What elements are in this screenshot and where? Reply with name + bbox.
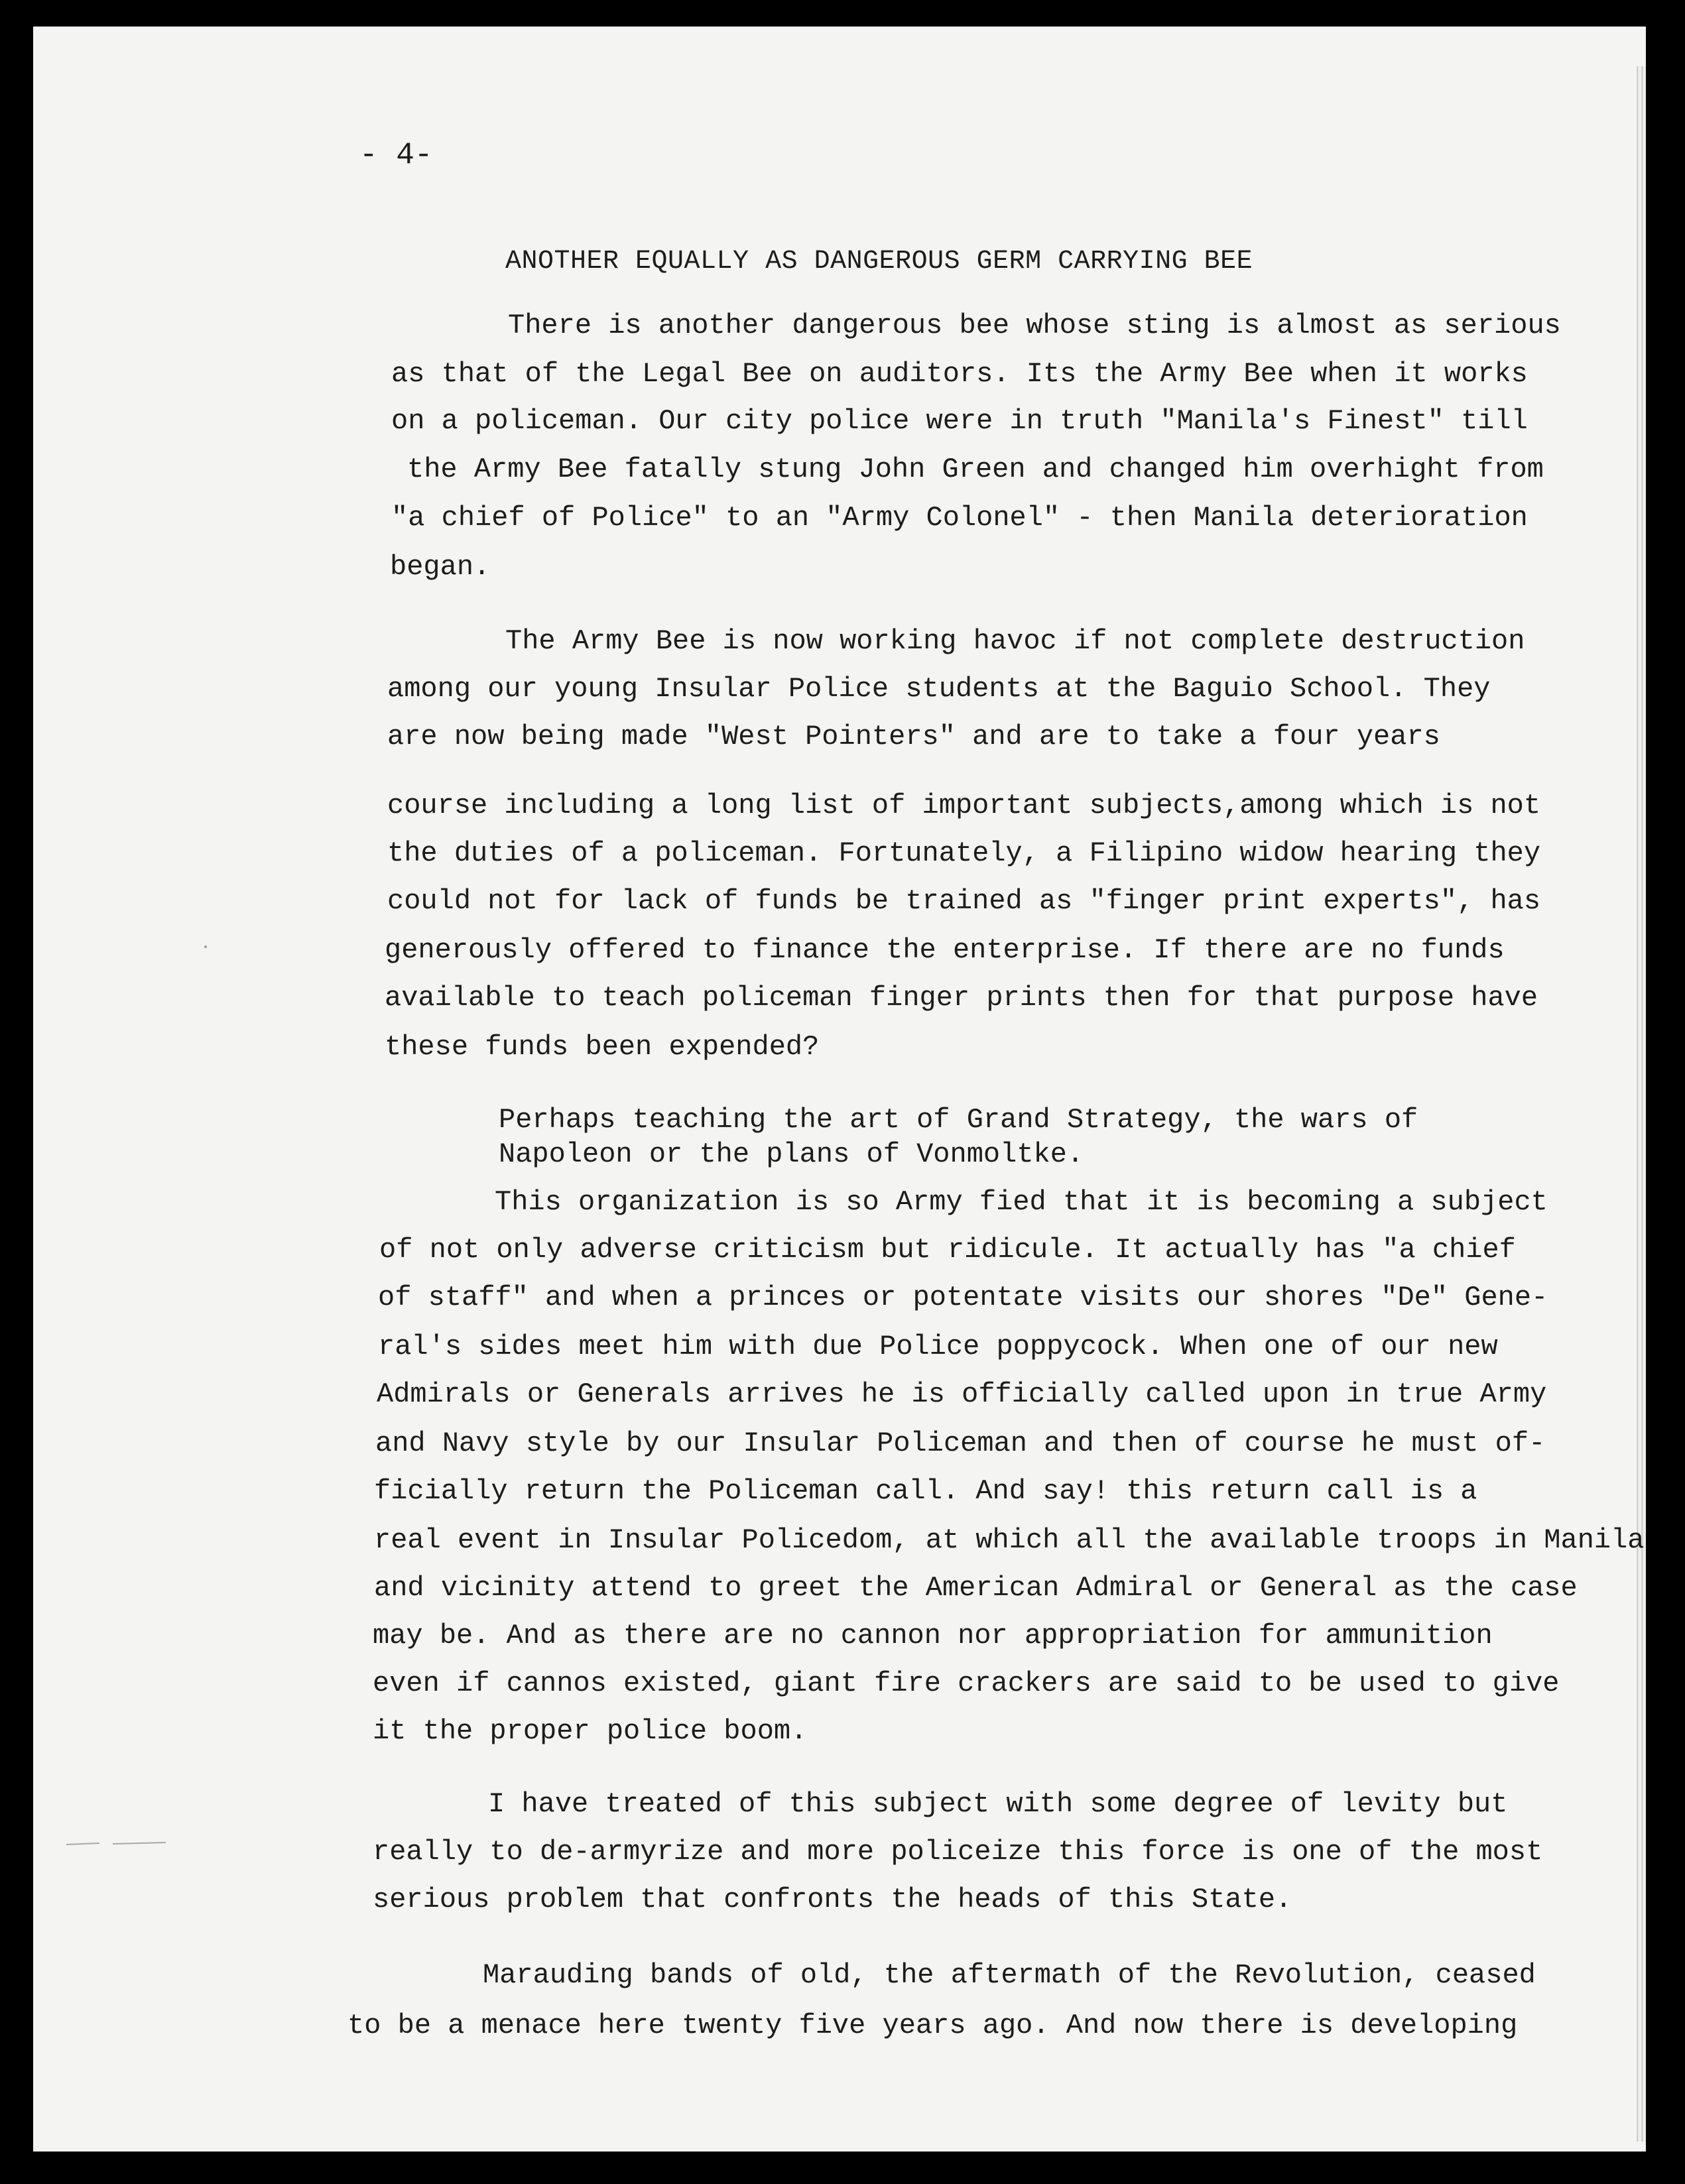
text-line: as that of the Legal Bee on auditors. Its the Army Bee when it works bbox=[391, 358, 1528, 390]
text-line: the duties of a policeman. Fortunately, a Filipino widow hearing they bbox=[387, 837, 1541, 869]
text-line: even if cannos existed, giant fire crackers are said to be used to give bbox=[373, 1668, 1560, 1699]
text-line: Admirals or Generals arrives he is officially called upon in true Army bbox=[377, 1378, 1547, 1410]
text-line: The Army Bee is now working havoc if not complete destruction bbox=[505, 625, 1525, 657]
text-line: of not only adverse criticism but ridicule. It actually has "a chief bbox=[379, 1234, 1516, 1266]
text-line: on a policeman. Our city police were in truth "Manila's Finest" till bbox=[391, 405, 1528, 437]
text-line: and Navy style by our Insular Policeman and then of course he must of- bbox=[375, 1427, 1546, 1459]
stacked-page-edges bbox=[1633, 66, 1646, 2142]
text-line: these funds been expended? bbox=[385, 1031, 820, 1063]
text-line: really to de-armyrize and more policeize this force is one of the most bbox=[373, 1836, 1543, 1868]
text-line: I have treated of this subject with some degree of levity but bbox=[488, 1788, 1508, 1820]
text-line: real event in Insular Policedom, at which all the available troops in Manila bbox=[374, 1524, 1645, 1556]
indented-quote-line: Perhaps teaching the art of Grand Strategy, the wars of bbox=[499, 1104, 1418, 1136]
text-line: ral's sides meet him with due Police poppycock. When one of our new bbox=[378, 1331, 1498, 1363]
text-line: generously offered to finance the enterprise. If there are no funds bbox=[385, 934, 1505, 966]
page-number: - 4- bbox=[359, 138, 433, 172]
text-line: There is another dangerous bee whose sting is almost as serious bbox=[508, 310, 1561, 341]
text-line: serious problem that confronts the heads of this State. bbox=[373, 1884, 1292, 1915]
text-line: "a chief of Police" to an "Army Colonel" - then Manila deterioration bbox=[391, 502, 1528, 534]
text-line: This organization is so Army fied that it is becoming a subject bbox=[495, 1186, 1548, 1218]
scan-speck bbox=[199, 940, 239, 953]
text-line: course including a long list of important subjects,among which is not bbox=[387, 790, 1541, 821]
text-line: among our young Insular Police students at the Baguio School. They bbox=[387, 673, 1491, 705]
text-line: are now being made "West Pointers" and are to take a four years bbox=[387, 721, 1440, 753]
text-line: available to teach policeman finger prints then for that purpose have bbox=[385, 982, 1538, 1014]
indented-quote-line: Napoleon or the plans of Vonmoltke. bbox=[499, 1138, 1084, 1170]
text-line: it the proper police boom. bbox=[373, 1715, 808, 1747]
text-line: may be. And as there are no cannon nor appropriation for ammunition bbox=[373, 1620, 1493, 1652]
document-page bbox=[33, 27, 1646, 2152]
text-line: the Army Bee fatally stung John Green and changed him overhight from bbox=[407, 454, 1544, 485]
text-line: of staff" and when a princes or potentate visits our shores "De" Gene- bbox=[378, 1282, 1548, 1313]
text-line: began. bbox=[390, 551, 491, 583]
text-line: to be a menace here twenty five years ago. And now there is developing bbox=[347, 2010, 1518, 2041]
scan-smudge bbox=[60, 1830, 192, 1856]
text-line: could not for lack of funds be trained as "finger print experts", has bbox=[387, 885, 1541, 917]
text-line: Marauding bands of old, the aftermath of the Revolution, ceased bbox=[483, 1959, 1536, 1991]
section-title: ANOTHER EQUALLY AS DANGEROUS GERM CARRYING BEE bbox=[505, 247, 1253, 276]
text-line: and vicinity attend to greet the American Admiral or General as the case bbox=[374, 1572, 1578, 1604]
text-line: ficially return the Policeman call. And say! this return call is a bbox=[374, 1475, 1477, 1507]
